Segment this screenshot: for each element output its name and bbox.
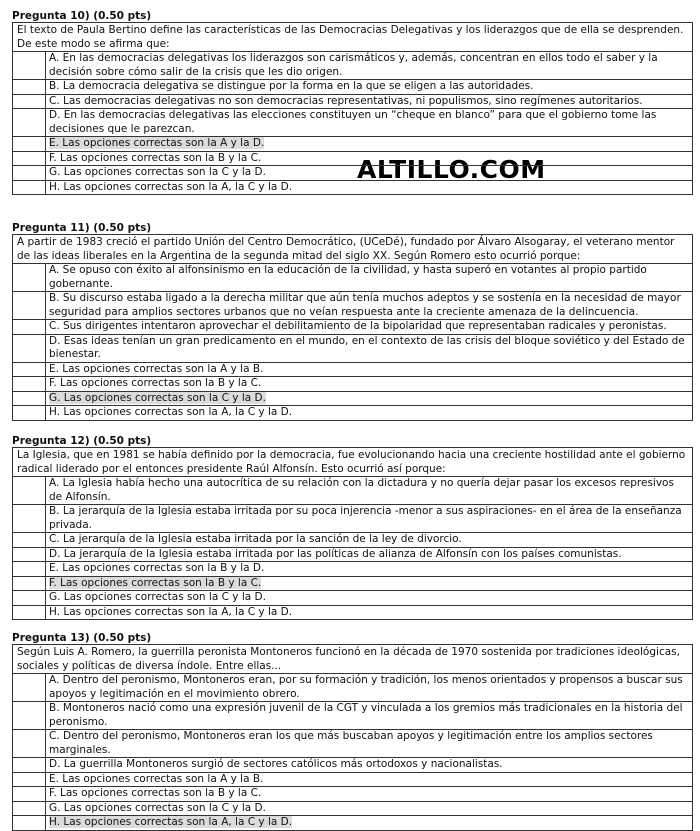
- answer-option-text: [46, 181, 692, 195]
- answer-option-text: [46, 548, 692, 562]
- answer-option-text: [46, 773, 692, 787]
- answer-option[interactable]: [13, 319, 692, 334]
- answer-option-text: [46, 816, 692, 830]
- answer-option[interactable]: [13, 561, 692, 576]
- answer-checkbox-cell[interactable]: [13, 816, 46, 830]
- answer-label: A. En las democracias delegativas los liderazgos son carismáticos y, además, concentran en ellos todo el saber y la decisión sobre cómo salir de la crisis que les dio origen.: [49, 52, 658, 78]
- answer-checkbox-cell[interactable]: [13, 802, 46, 816]
- answer-option-text: [46, 562, 692, 576]
- answer-option[interactable]: [13, 263, 692, 291]
- answer-option-text: [46, 758, 692, 772]
- answer-checkbox-cell[interactable]: [13, 591, 46, 605]
- answer-checkbox-cell[interactable]: [13, 292, 46, 319]
- question-header: Pregunta 11) (0.50 pts): [12, 222, 152, 234]
- answer-option-text: [46, 292, 692, 319]
- answer-label: G. Las opciones correctas son la C y la D.: [49, 591, 266, 603]
- answer-option-text: [46, 335, 692, 362]
- options-list: [13, 673, 692, 830]
- answer-checkbox-cell[interactable]: [13, 577, 46, 591]
- answer-option[interactable]: [13, 476, 692, 504]
- answer-option[interactable]: [13, 815, 692, 830]
- selected-answer-label: G. Las opciones correctas son la C y la D.: [49, 391, 266, 404]
- answer-option-text: [46, 377, 692, 391]
- answer-option-text: [46, 802, 692, 816]
- answer-option-text: [46, 505, 692, 532]
- answer-option[interactable]: [13, 547, 692, 562]
- question-header: Pregunta 10) (0.50 pts): [12, 10, 152, 22]
- answer-label: E. Las opciones correctas son la A y la B.: [49, 362, 264, 375]
- question-box: [12, 447, 693, 620]
- answer-option[interactable]: [13, 180, 692, 195]
- answer-label: B. Montoneros nació como una expresión juvenil de la CGT y vinculada a los gremios más tradicionales en la historia del peronismo.: [49, 702, 683, 728]
- answer-option[interactable]: [13, 362, 692, 377]
- selected-answer-label: E. Las opciones correctas son la A y la D.: [49, 137, 265, 149]
- answer-label: H. Las opciones correctas son la A, la C y la D.: [49, 180, 293, 193]
- answer-label: E. Las opciones correctas son la A y la B.: [49, 772, 264, 785]
- question-12: [12, 436, 693, 620]
- answer-option[interactable]: [13, 605, 692, 620]
- answer-option[interactable]: [13, 165, 692, 180]
- answer-option[interactable]: [13, 291, 692, 319]
- answer-option[interactable]: [13, 757, 692, 772]
- answer-label: F. Las opciones correctas son la B y la C.: [49, 151, 262, 164]
- answer-checkbox-cell[interactable]: [13, 758, 46, 772]
- answer-label: A. Dentro del peronismo, Montoneros eran, por su formación y tradición, los menos orientados y propensos a buscar sus apoyos y legitimación en el movimiento obrero.: [49, 674, 683, 700]
- answer-option[interactable]: [13, 376, 692, 391]
- answer-option-text: [46, 577, 692, 591]
- answer-label: D. En las democracias delegativas las elecciones constituyen un “cheque en blanco” para que el gobierno tome las decisiones que le parezcan.: [49, 109, 657, 135]
- answer-label: G. Las opciones correctas son la C y la D.: [49, 801, 266, 814]
- answer-option-text: [46, 137, 692, 151]
- answer-checkbox-cell[interactable]: [13, 548, 46, 562]
- answer-checkbox-cell[interactable]: [13, 80, 46, 94]
- selected-answer-label: H. Las opciones correctas son la A, la C y la D.: [49, 816, 293, 828]
- answer-label: F. Las opciones correctas son la B y la C.: [49, 787, 262, 799]
- answer-checkbox-cell[interactable]: [13, 95, 46, 109]
- answer-option-text: [46, 109, 692, 136]
- answer-label: H. Las opciones correctas son la A, la C y la D.: [49, 406, 293, 418]
- answer-checkbox-cell[interactable]: [13, 363, 46, 377]
- answer-option[interactable]: [13, 334, 692, 362]
- answer-option-text: [46, 80, 692, 94]
- answer-option-text: [46, 606, 692, 620]
- answer-label: C. Las democracias delegativas no son democracias representativas, ni populismos, sino regímenes autoritarios.: [49, 94, 643, 107]
- answer-option-text: [46, 674, 692, 701]
- answer-option[interactable]: [13, 504, 692, 532]
- answer-checkbox-cell[interactable]: [13, 702, 46, 729]
- answer-option[interactable]: [13, 136, 692, 151]
- answer-option[interactable]: [13, 79, 692, 94]
- question-header: Pregunta 12) (0.50 pts): [12, 435, 152, 447]
- question-header: Pregunta 13) (0.50 pts): [12, 632, 152, 644]
- answer-label: F. Las opciones correctas son la B y la C.: [49, 377, 262, 389]
- answer-option[interactable]: [13, 151, 692, 166]
- answer-checkbox-cell[interactable]: [13, 730, 46, 757]
- question-13: [12, 633, 693, 831]
- answer-checkbox-cell[interactable]: [13, 137, 46, 151]
- question-box: [12, 22, 693, 195]
- answer-label: C. La jerarquía de la Iglesia estaba irritada por la sanción de la ley de divorcio.: [49, 533, 462, 545]
- question-prompt: Según Luis A. Romero, la guerrilla peronista Montoneros funcionó en la década de 1970 sostenida por tradiciones ideológicas, sociales y políticas de diversa índole. Entre ellas...: [17, 646, 680, 672]
- options-list: [13, 51, 692, 194]
- answer-option-text: [46, 363, 692, 377]
- answer-checkbox-cell[interactable]: [13, 392, 46, 406]
- answer-checkbox-cell[interactable]: [13, 181, 46, 195]
- answer-option-text: [46, 166, 692, 180]
- answer-checkbox-cell[interactable]: [13, 505, 46, 532]
- answer-label: A. La Iglesia había hecho una autocrítica de su relación con la dictadura y no quería dejar pasar los excesos represivos de Alfonsín.: [49, 477, 674, 503]
- question-11: [12, 223, 693, 421]
- answer-option[interactable]: [13, 786, 692, 801]
- answer-checkbox-cell[interactable]: [13, 533, 46, 547]
- question-prompt: El texto de Paula Bertino define las características de las Democracias Delegativas y los liderazgos que de ella se desprenden. De este modo se afirma que:: [17, 24, 684, 50]
- answer-option[interactable]: [13, 729, 692, 757]
- answer-option[interactable]: [13, 94, 692, 109]
- answer-checkbox-cell[interactable]: [13, 674, 46, 701]
- answer-option-text: [46, 406, 692, 420]
- answer-option-text: [46, 264, 692, 291]
- options-list: [13, 263, 692, 420]
- answer-label: G. Las opciones correctas son la C y la D.: [49, 166, 266, 178]
- answer-checkbox-cell[interactable]: [13, 773, 46, 787]
- answer-checkbox-cell[interactable]: [13, 787, 46, 801]
- answer-option-text: [46, 320, 692, 334]
- answer-option[interactable]: [13, 576, 692, 591]
- answer-option[interactable]: [13, 701, 692, 729]
- answer-option-text: [46, 730, 692, 757]
- answer-label: B. Su discurso estaba ligado a la derecha militar que aún tenía muchos adeptos y se sostenía en la necesidad de mayor seguridad para amplios sectores urbanos que no veían respuesta ante la creciente amenaza de la delincuencia.: [49, 292, 681, 318]
- answer-option-text: [46, 591, 692, 605]
- watermark-logo: ALTILLO.COM: [357, 155, 546, 184]
- answer-option-text: [46, 152, 692, 166]
- answer-option[interactable]: [13, 405, 692, 420]
- answer-label: H. Las opciones correctas son la A, la C y la D.: [49, 605, 293, 618]
- answer-checkbox-cell[interactable]: [13, 477, 46, 504]
- answer-option[interactable]: [13, 532, 692, 547]
- answer-checkbox-cell[interactable]: [13, 52, 46, 79]
- answer-option-text: [46, 392, 692, 406]
- answer-option-text: [46, 95, 692, 109]
- answer-checkbox-cell[interactable]: [13, 152, 46, 166]
- answer-option-text: [46, 52, 692, 79]
- answer-checkbox-cell[interactable]: [13, 406, 46, 420]
- answer-option[interactable]: [13, 108, 692, 136]
- answer-label: B. La jerarquía de la Iglesia estaba irritada por su poca injerencia -menor a sus aspiraciones- en el área de la enseñanza privada.: [49, 505, 682, 531]
- answer-label: C. Sus dirigentes intentaron aprovechar el debilitamiento de la bipolaridad que representaban radicales y peronistas.: [49, 320, 667, 332]
- answer-checkbox-cell[interactable]: [13, 606, 46, 620]
- question-box: [12, 234, 693, 421]
- answer-option[interactable]: [13, 772, 692, 787]
- answer-checkbox-cell[interactable]: [13, 335, 46, 362]
- options-list: [13, 476, 692, 619]
- question-prompt: A partir de 1983 creció el partido Unión del Centro Democrático, (UCeDé), fundado por Álvaro Alsogaray, el veterano mentor de las ideas liberales en la Argentina de la segunda mitad del siglo XX. Según Romero esto ocurrió porque:: [17, 236, 675, 262]
- answer-checkbox-cell[interactable]: [13, 562, 46, 576]
- answer-option[interactable]: [13, 391, 692, 406]
- answer-label: E. Las opciones correctas son la B y la D.: [49, 562, 265, 574]
- answer-option-text: [46, 702, 692, 729]
- answer-option[interactable]: [13, 673, 692, 701]
- question-prompt: La Iglesia, que en 1981 se había definido por la democracia, fue evolucionando hacia una creciente hostilidad ante el gobierno radical liderado por el entonces presidente Raúl Alfonsín. Esto ocurrió así porque:: [17, 449, 686, 475]
- answer-label: D. La guerrilla Montoneros surgió de sectores católicos más ortodoxos y nacionalistas.: [49, 758, 503, 770]
- answer-label: C. Dentro del peronismo, Montoneros eran los que más buscaban apoyos y legitimación entre los amplios sectores marginales.: [49, 730, 653, 756]
- answer-label: A. Se opuso con éxito al alfonsinismo en la educación de la civilidad, y hasta superó en votantes al propio partido gobernante.: [49, 264, 647, 290]
- answer-label: D. La jerarquía de la Iglesia estaba irritada por las políticas de alianza de Alfonsín con los países comunistas.: [49, 547, 622, 560]
- answer-label: D. Esas ideas tenían un gran predicamento en el mundo, en el contexto de las crisis del bloque soviético y del Estado de bienestar.: [49, 334, 685, 360]
- answer-checkbox-cell[interactable]: [13, 166, 46, 180]
- answer-option-text: [46, 787, 692, 801]
- answer-checkbox-cell[interactable]: [13, 377, 46, 391]
- answer-option-text: [46, 533, 692, 547]
- question-box: [12, 644, 693, 831]
- answer-option-text: [46, 477, 692, 504]
- answer-checkbox-cell[interactable]: [13, 320, 46, 334]
- answer-option[interactable]: [13, 801, 692, 816]
- answer-option[interactable]: [13, 590, 692, 605]
- answer-label: B. La democracia delegativa se distingue por la forma en la que se eligen a las autoridades.: [49, 80, 534, 92]
- answer-checkbox-cell[interactable]: [13, 109, 46, 136]
- question-10: [12, 11, 693, 195]
- answer-checkbox-cell[interactable]: [13, 264, 46, 291]
- answer-option[interactable]: [13, 51, 692, 79]
- selected-answer-label: F. Las opciones correctas son la B y la C.: [49, 576, 262, 589]
